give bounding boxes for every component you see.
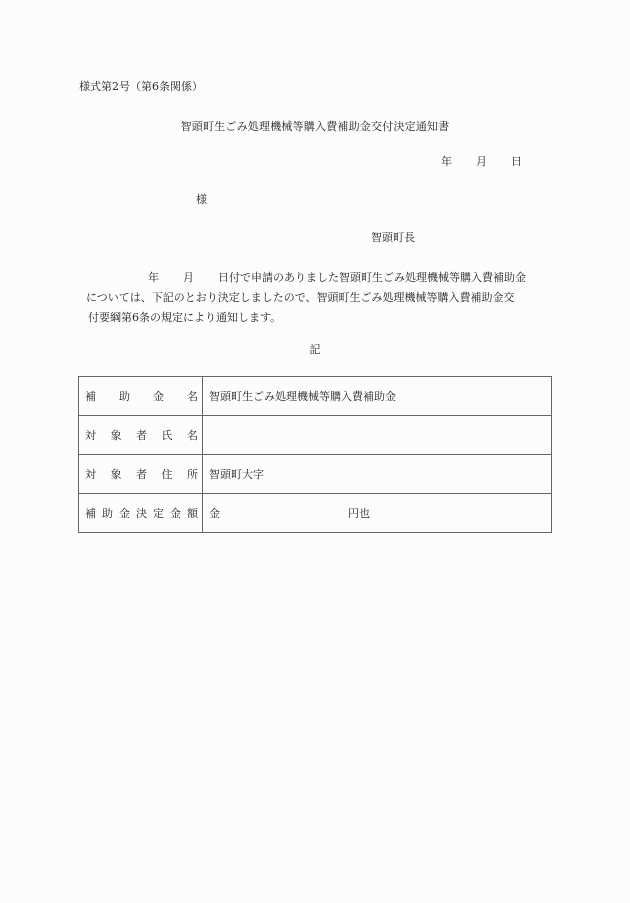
label-decided-amount (79, 494, 203, 533)
date-year-label: 年 (441, 155, 452, 168)
label-char: 象 (110, 429, 122, 442)
table-row-decided-amount (79, 494, 552, 533)
label-char: 助 (102, 507, 113, 520)
label-char: 者 (136, 429, 147, 442)
amount-prefix: 金 (209, 507, 220, 520)
date-day-label: 日 (511, 155, 522, 168)
label-char: 補 (85, 507, 96, 520)
label-char: 補 (85, 390, 96, 403)
value-applicant-name (203, 416, 552, 455)
label-char: 名 (187, 390, 198, 403)
label-char: 額 (187, 507, 198, 520)
label-char: 対 (85, 468, 96, 481)
label-char: 名 (187, 429, 198, 442)
label-char: 住 (161, 468, 173, 481)
issue-date (441, 156, 522, 167)
body-month-label: 月 (183, 271, 194, 284)
label-char: 金 (119, 507, 130, 520)
label-applicant-name (79, 416, 203, 455)
value-decided-amount (203, 494, 552, 533)
label-char: 金 (153, 390, 164, 403)
body-line-3: 付要綱第6条の規定により通知します。 (88, 311, 282, 324)
label-char: 定 (153, 507, 164, 520)
form-number: 様式第2号（第6条関係） (79, 80, 203, 93)
label-applicant-address (79, 455, 203, 494)
ki-heading: 記 (309, 343, 321, 356)
label-char: 者 (136, 468, 147, 481)
body-paragraph (88, 268, 558, 328)
detail-table (78, 376, 552, 533)
body-line-2: については、下記のとおり決定しましたので、智頭町生ごみ処理機械等購入費補助金交 (86, 291, 515, 304)
amount-suffix: 円也 (348, 507, 370, 520)
label-subsidy-name (79, 377, 203, 416)
value-applicant-address: 智頭町大字 (203, 455, 552, 494)
table-row-subsidy-name (79, 377, 552, 416)
label-char: 決 (136, 507, 147, 520)
body-year-label: 年 (148, 271, 159, 284)
table-row-applicant-name (79, 416, 552, 455)
body-line-1-text: 日付で申請のありました智頭町生ごみ処理機械等購入費補助金 (218, 271, 526, 284)
label-char: 象 (110, 468, 122, 481)
table-row-applicant-address (79, 455, 552, 494)
label-char: 助 (119, 390, 130, 403)
recipient-honorific: 様 (196, 193, 207, 206)
label-char: 対 (85, 429, 96, 442)
date-month-label: 月 (476, 155, 487, 168)
value-subsidy-name: 智頭町生ごみ処理機械等購入費補助金 (203, 377, 552, 416)
label-char: 所 (187, 468, 198, 481)
sender-name: 智頭町長 (371, 231, 415, 244)
body-line-1 (88, 268, 558, 288)
document-title: 智頭町生ごみ処理機械等購入費補助金交付決定通知書 (180, 120, 450, 133)
label-char: 金 (170, 507, 181, 520)
label-char: 氏 (161, 429, 173, 442)
